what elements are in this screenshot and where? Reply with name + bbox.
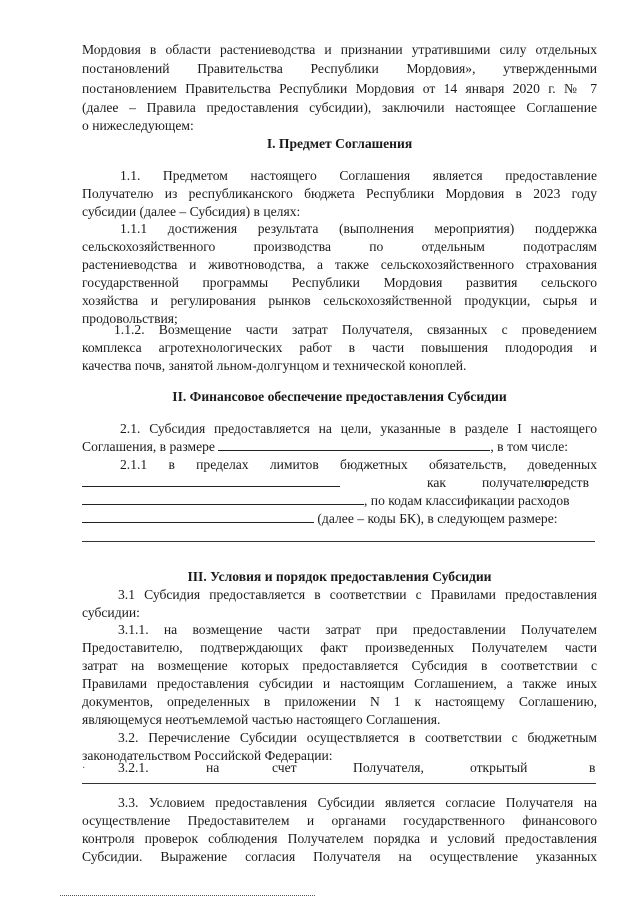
paragraph-line: 3.1 Субсидия предоставляется в соответствии с Правилами предоставления [118,587,597,602]
paragraph-line: субсидии (далее – Субсидия) в целях: [82,204,301,219]
paragraph-line: 2.1. Субсидия предоставляется на цели, указанные в разделе I настоящего [120,421,597,436]
label-text: получателю [482,475,551,490]
label-text: открытый [470,760,528,775]
paragraph-line: являющемуся неотъемлемой частью настоящего Соглашения. [82,712,441,727]
fill-in-rule [82,783,596,784]
bk-blank [82,511,314,523]
paragraph-line: 3.3. Условием предоставления Субсидии является согласие Получателя на [118,795,597,810]
paragraph-line: 1.1.1 достижения результата (выполнения мероприятия) поддержка [120,221,597,236]
intro-line: постановлением Правительства Республики Мордовия от 14 января 2020 г. № 7 [82,81,597,96]
intro-line: (далее – Правила предоставления субсидии), заключили настоящее Соглашение [82,100,597,115]
paragraph-line: затрат на возмещение которых предоставляется Субсидия в соответствии с [82,658,597,673]
label-text: , в том числе: [490,439,569,454]
paragraph-line: документов, определенных в приложении N 1 к настоящему Соглашению, [82,694,597,709]
paragraph-line: качества почв, занятой льном-долгунцом и технической коноплей. [82,358,467,373]
section-1-title: I. Предмет Соглашения [266,136,413,151]
paragraph-line: хозяйства и регулирования рынков сельскохозяйственной продукции, сырья и [82,293,597,308]
paragraph-line: Правилами предоставления субсидии и настоящим Соглашением, а также иных [82,676,597,691]
paragraph-line: растениеводства и животноводства, а также сельскохозяйственного страхования [82,257,597,272]
label-text: в [589,760,596,775]
paragraph-line: контроля проверок соблюдения Получателем порядка и условий предоставления [82,831,597,846]
label-text: , по кодам классификации расходов [364,493,570,508]
bk-line [82,511,597,527]
label-text: как [427,475,447,490]
paragraph-line: субсидии: [82,605,140,620]
paragraph-line: законодательством Российской Федерации: [82,748,333,763]
intro-line: о нижеследующем: [82,118,194,133]
codes-line [82,493,597,509]
label-text: (далее – коды БК), в следующем размере: [317,511,558,526]
paragraph-line: продовольствия; [82,311,178,326]
paragraph-line: 1.1. Предметом настоящего Соглашения является предоставление [120,168,597,183]
label-text: Получателя, [353,760,424,775]
section-3-title: III. Условия и порядок предоставления Субсидии [187,569,492,584]
paragraph-line: осуществление Предоставителем и органами государственного финансового [82,813,597,828]
paragraph-line: 3.2. Перечисление Субсидии осуществляется в соответствии с бюджетным [118,730,597,745]
paragraph-line: Предоставителю, подтверждающих факт произведенных Получателем части [82,640,597,655]
label-text: на [206,760,220,775]
paragraph-line: 1.1.2. Возмещение части затрат Получателя, связанных с проведением [114,322,597,337]
recipient-blank [82,475,340,487]
amount-line [82,439,597,455]
label-text: Соглашения, в размере [82,439,215,454]
label-text: 3.2.1. [118,760,149,775]
limits-line [82,475,597,491]
label-text: счет [272,760,297,775]
fill-in-rule [82,541,595,542]
paragraph-line: Получателю из республиканского бюджета Республики Мордовия в 2023 году [82,186,597,201]
section-2-title: II. Финансовое обеспечение предоставления Субсидии [172,389,507,404]
codes-blank [82,493,364,505]
intro-line: постановлений Правительства Республики Мордовия», утвержденными [82,61,597,76]
amount-blank [218,439,490,451]
paragraph-line: 2.1.1 в пределах лимитов бюджетных обязательств, доведенных [120,457,597,472]
paragraph-line: сельскохозяйственного производства по отдельным подотраслям [82,239,597,254]
label-text: средств [545,475,589,490]
paragraph-line: Субсидии. Выражение согласия Получателя на осуществление указанных [82,849,597,864]
paragraph-line: государственной программы Республики Мордовия развития сельского [82,275,597,290]
margin-dot: · [82,763,86,774]
paragraph-line: комплекса агротехнологических работ в части повышения плодородия и [82,340,597,355]
intro-line: Мордовия в области растениеводства и признании утратившими силу отдельных [82,42,597,57]
paragraph-line: 3.1.1. на возмещение части затрат при предоставлении Получателем [118,622,597,637]
footnote-rule [60,895,315,896]
